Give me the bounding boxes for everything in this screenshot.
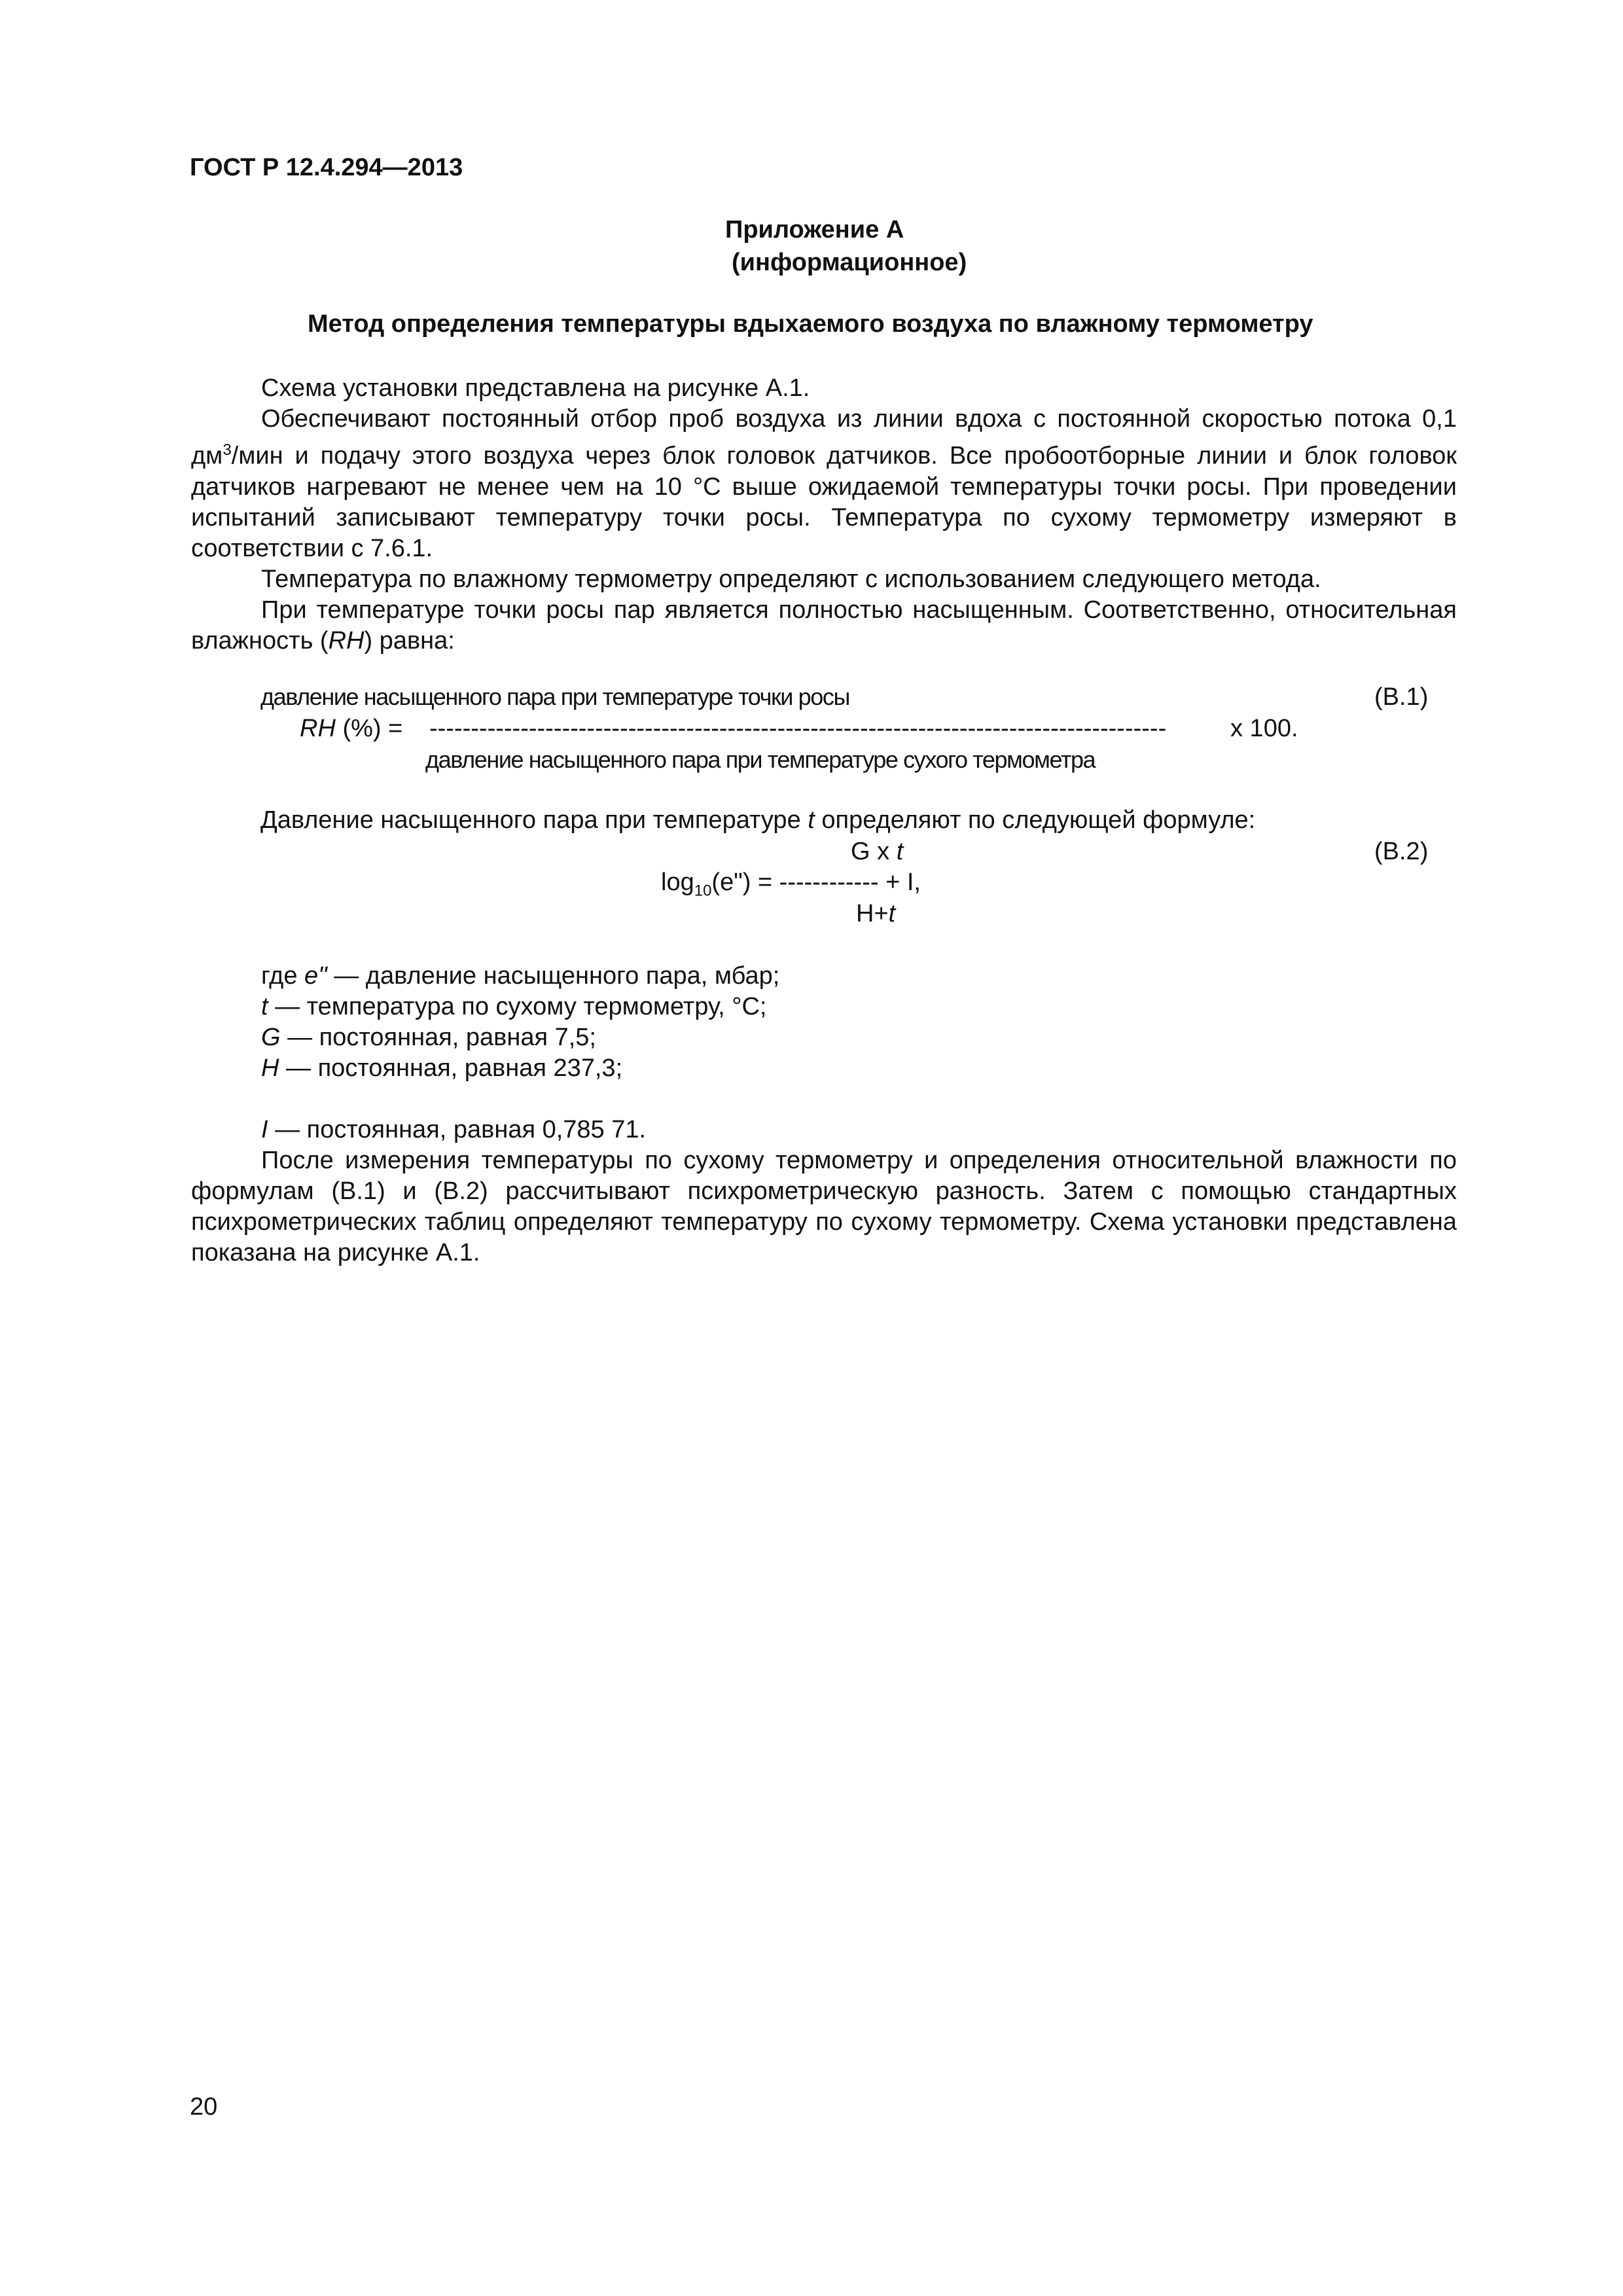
paragraph-3: Температура по влажному термометру определяют с использованием следующего метода. bbox=[261, 565, 1321, 593]
formula-1-lhs: RH (%) = bbox=[300, 715, 403, 742]
page-number: 20 bbox=[190, 2093, 218, 2121]
definition-i: I — постоянная, равная 0,785 71. bbox=[261, 1116, 647, 1143]
formula-1-numerator: давление насыщенного пара при температуре точки росы bbox=[260, 683, 849, 710]
formula-2-numerator: G x t bbox=[851, 838, 904, 865]
definition-t: t — температура по сухому термометру, °С; bbox=[261, 993, 767, 1020]
intro-paragraphs bbox=[191, 373, 1457, 656]
paragraph-1: Схема установки представлена на рисунке А.1. bbox=[261, 374, 810, 402]
appendix-title: Приложение А bbox=[725, 216, 904, 243]
paragraph-5: После измерения температуры по сухому термометру и определения относительной влажности по формулам (B.1) и (B.2) рассчитывают психрометрическую разность. Затем с помощью стандартных психрометрических таблиц определяют температуру по сухому термометру. Схема установки представлена показана на рисунке А.1. bbox=[191, 1147, 1457, 1266]
document-code-header: ГОСТ Р 12.4.294—2013 bbox=[190, 154, 463, 181]
formula-1-denominator: давление насыщенного пара при температуре сухого термометра bbox=[425, 746, 1096, 773]
formula-1-fraction-line: ----------------------------------------------------------------------------------------- bbox=[429, 715, 1167, 742]
appendix-subtitle: (информационное) bbox=[732, 249, 967, 276]
section-title: Метод определения температуры вдыхаемого воздуха по влажному термометру bbox=[308, 310, 1313, 338]
formula-2-denominator: H+t bbox=[856, 900, 896, 927]
definition-e: где e" — давление насыщенного пара, мбар; bbox=[261, 962, 780, 990]
formula-1-number: (B.1) bbox=[1374, 683, 1429, 711]
paragraph-4: При температуре точки росы пар является полностью насыщенным. Соответственно, относительная влажность (RH) равна: bbox=[191, 596, 1457, 655]
formula-1-multiplier: x 100. bbox=[1230, 715, 1298, 742]
closing-paragraph-block bbox=[191, 1145, 1457, 1268]
formula-2-intro: Давление насыщенного пара при температуре t определяют по следующей формуле: bbox=[260, 806, 1256, 834]
paragraph-2: Обеспечивают постоянный отбор проб воздуха из линии вдоха с постоянной скоростью потока 0,1 $дм^3$/мин и подачу этого воздуха через блок головок датчиков. Все пробоотборные линии и блок головок датчиков нагревают не менее чем на 10 °С выше ожидаемой температуры точки росы. При проведении испытаний записывают температуру точки росы. Температура по сухому термометру измеряют в соответствии с 7.6.1. bbox=[191, 405, 1457, 562]
definition-h: H — постоянная, равная 237,3; bbox=[261, 1054, 623, 1082]
definition-g: G — постоянная, равная 7,5; bbox=[261, 1024, 596, 1051]
formula-2-expression: $\log_{10}(e")$ = ------------ + I, bbox=[661, 869, 921, 900]
formula-2-number: (B.2) bbox=[1374, 838, 1429, 865]
